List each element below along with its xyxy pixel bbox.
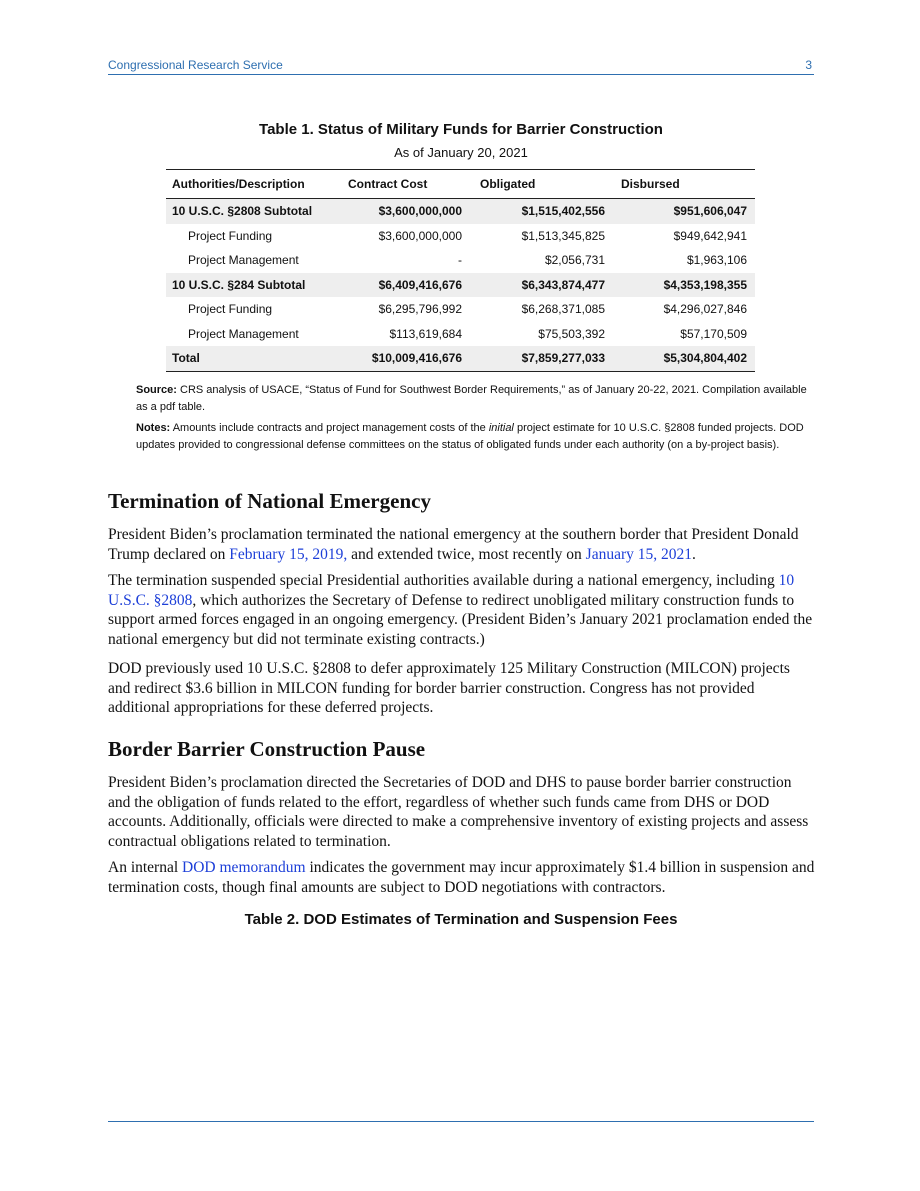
table-row: [166, 297, 755, 322]
cell-contract: -: [458, 253, 462, 268]
table-row: [166, 273, 755, 298]
cell-obligated: $75,503,392: [538, 326, 605, 341]
paragraph-text: and extended twice, most recently on: [347, 545, 586, 563]
cell-obligated: $1,515,402,556: [470, 199, 613, 224]
table-total-row: [166, 346, 755, 371]
paragraph-text: An internal: [108, 859, 183, 876]
row-label: Project Management: [188, 253, 299, 268]
table-header-row: [166, 170, 755, 199]
table-row: [166, 199, 755, 224]
cell-contract: $3,600,000,000: [332, 199, 470, 224]
cell-disbursed: $949,642,941: [673, 228, 747, 243]
cell-contract: $113,619,684: [389, 326, 462, 341]
paragraph: [108, 858, 816, 897]
row-label: Total: [166, 346, 332, 371]
footer-rule: [108, 1121, 814, 1122]
row-label: Project Funding: [188, 302, 273, 317]
table-row: [166, 224, 755, 249]
cell-disbursed: $4,296,027,846: [663, 302, 747, 317]
cell-disbursed: $5,304,804,402: [613, 346, 755, 371]
paragraph-text: .: [692, 545, 696, 563]
link-jan-2021[interactable]: January 15, 2021: [585, 545, 692, 563]
paragraph-text: , which authorizes the Secretary of Defense to redirect unobligated military construction funds to support armed forces engaged in an ongoing emergency. (President Biden’s January 2021 proclamation ended the national emergency but did not terminate existing contracts.): [108, 591, 813, 648]
section-heading-construction-pause: Border Barrier Construction Pause: [108, 737, 426, 761]
header-org: Congressional Research Service: [108, 58, 283, 72]
table1-title: Table 1. Status of Military Funds for Barrier Construction: [259, 121, 663, 138]
table2-title: Table 2. DOD Estimates of Termination and Suspension Fees: [244, 911, 678, 928]
cell-disbursed: $951,606,047: [613, 199, 755, 224]
cell-contract: $3,600,000,000: [378, 228, 462, 243]
table1-subtitle: As of January 20, 2021: [394, 145, 528, 160]
table1-source: [136, 382, 808, 415]
row-label: Project Funding: [188, 228, 273, 243]
paragraph-text: indicates the government may incur approximately $1.4 billion in suspension and termination costs, though final amounts are subject to DOD negotiations with contractors.: [108, 859, 815, 896]
col-header: Disbursed: [613, 170, 755, 199]
paragraph-text: President Biden’s proclamation terminated the national emergency at the southern border that President Donald Trump declared on: [108, 526, 799, 563]
section-heading-termination: Termination of National Emergency: [108, 489, 431, 513]
cell-obligated: $1,513,345,825: [521, 228, 605, 243]
notes-emphasis: initial: [488, 422, 514, 434]
cell-disbursed: $57,170,509: [680, 326, 747, 341]
link-dod-memorandum[interactable]: DOD memorandum: [182, 859, 306, 876]
funds-table: [166, 169, 755, 372]
paragraph-text: President Biden’s proclamation directed the Secretaries of DOD and DHS to pause border barrier construction and the obligation of funds related to the effort, regardless of whether such funds came from DHS or DOD accounts. Additionally, officials were directed to make a comprehensive inventory of existing projects and assess contractual obligations related to termination.: [108, 774, 809, 850]
paragraph-text: The termination suspended special Presidential authorities available during a national emergency, including: [108, 572, 779, 589]
paragraph: [108, 571, 816, 649]
cell-disbursed: $4,353,198,355: [613, 273, 755, 298]
table1-notes: [136, 420, 808, 453]
source-label: Source:: [136, 384, 177, 396]
page-number: 3: [805, 58, 812, 72]
cell-disbursed: $1,963,106: [686, 253, 747, 268]
cell-contract: $10,009,416,676: [332, 346, 470, 371]
col-header: Obligated: [470, 170, 613, 199]
link-feb-2019[interactable]: February 15, 2019,: [229, 545, 348, 563]
paragraph: [108, 773, 816, 851]
notes-label: Notes:: [136, 422, 171, 434]
table-row: [166, 322, 755, 347]
link-10-usc-2808[interactable]: 10 U.S.C. §2808: [108, 572, 795, 609]
notes-text: project estimate for 10 U.S.C. §2808 funded projects. DOD updates provided to congressional defense committees on the status of obligated funds under each authority (on a by-project basis).: [136, 422, 804, 451]
table-row: [166, 248, 755, 273]
cell-obligated: $7,859,277,033: [470, 346, 613, 371]
row-label: Project Management: [188, 326, 299, 341]
paragraph: [108, 525, 816, 564]
row-label: 10 U.S.C. §284 Subtotal: [166, 273, 332, 298]
cell-obligated: $6,268,371,085: [521, 302, 605, 317]
cell-contract: $6,409,416,676: [332, 273, 470, 298]
paragraph: [108, 659, 816, 718]
row-label: 10 U.S.C. §2808 Subtotal: [166, 199, 332, 224]
notes-text: Amounts include contracts and project management costs of the: [172, 422, 489, 434]
cell-contract: $6,295,796,992: [378, 302, 462, 317]
cell-obligated: $2,056,731: [544, 253, 605, 268]
cell-obligated: $6,343,874,477: [470, 273, 613, 298]
source-text: CRS analysis of USACE, “Status of Fund for Southwest Border Requirements,” as of January 20-22, 2021. Compilation available as a pdf table.: [136, 384, 807, 413]
col-header: Authorities/Description: [166, 170, 332, 199]
col-header: Contract Cost: [332, 170, 470, 199]
page-header: [108, 56, 814, 75]
paragraph-text: DOD previously used 10 U.S.C. §2808 to defer approximately 125 Military Construction (MILCON) projects and redirect $3.6 billion in MILCON funding for border barrier construction. Congress has not provided additional appropriations for these deferred projects.: [108, 660, 790, 716]
